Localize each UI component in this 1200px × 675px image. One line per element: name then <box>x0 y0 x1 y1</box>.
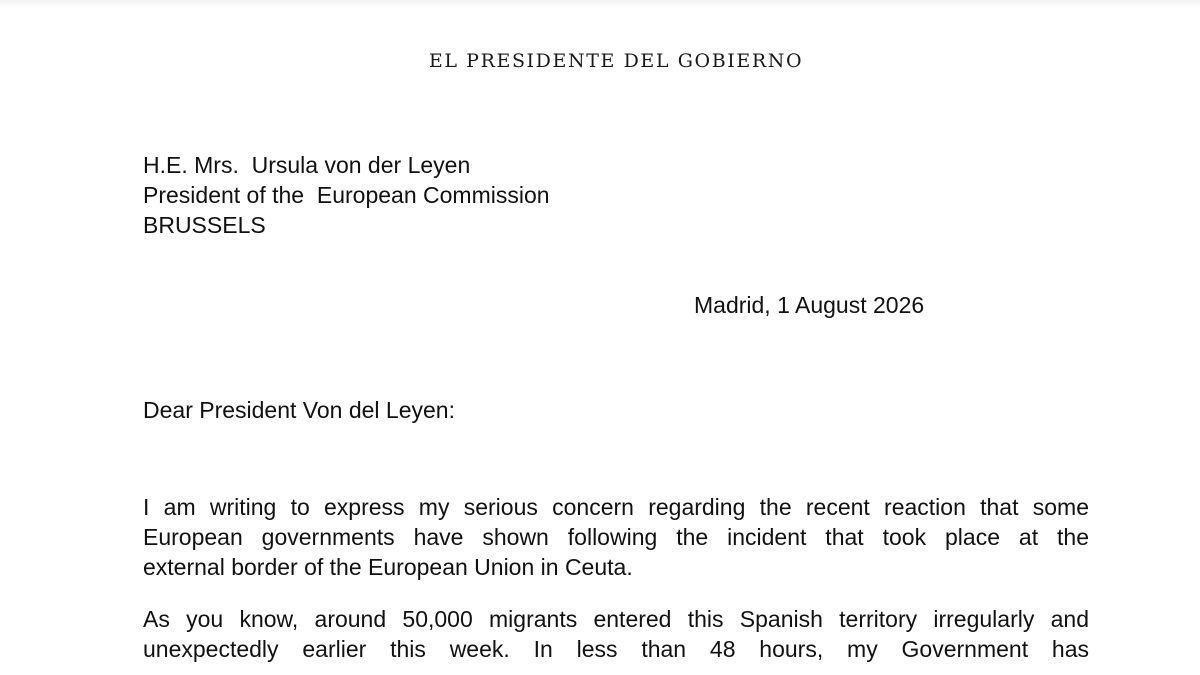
recipient-address <box>143 150 550 240</box>
paragraph-line: As you know, around 50,000 migrants entered this Spanish territory irregularly and <box>143 606 1089 632</box>
recipient-name: H.E. Mrs. Ursula von der Leyen <box>143 152 471 178</box>
paragraph-1 <box>143 492 1089 582</box>
paragraph-line: European governments have shown following the incident that took place at the <box>143 524 1089 550</box>
letter-body <box>143 492 1089 664</box>
page-edge-shadow <box>0 0 1200 8</box>
salutation: Dear President Von del Leyen: <box>143 397 455 423</box>
paragraph-line: I am writing to express my serious concern regarding the recent reaction that some <box>143 494 1089 520</box>
recipient-city: BRUSSELS <box>143 212 266 238</box>
paragraph-line: unexpectedly earlier this week. In less than 48 hours, my Government has <box>143 636 1089 662</box>
paragraph-line: external border of the European Union in Ceuta. <box>143 554 633 580</box>
paragraph-2 <box>143 604 1089 664</box>
dateline: Madrid, 1 August 2026 <box>694 292 925 318</box>
recipient-title: President of the European Commission <box>143 182 550 208</box>
letterhead: EL PRESIDENTE DEL GOBIERNO <box>428 50 804 72</box>
